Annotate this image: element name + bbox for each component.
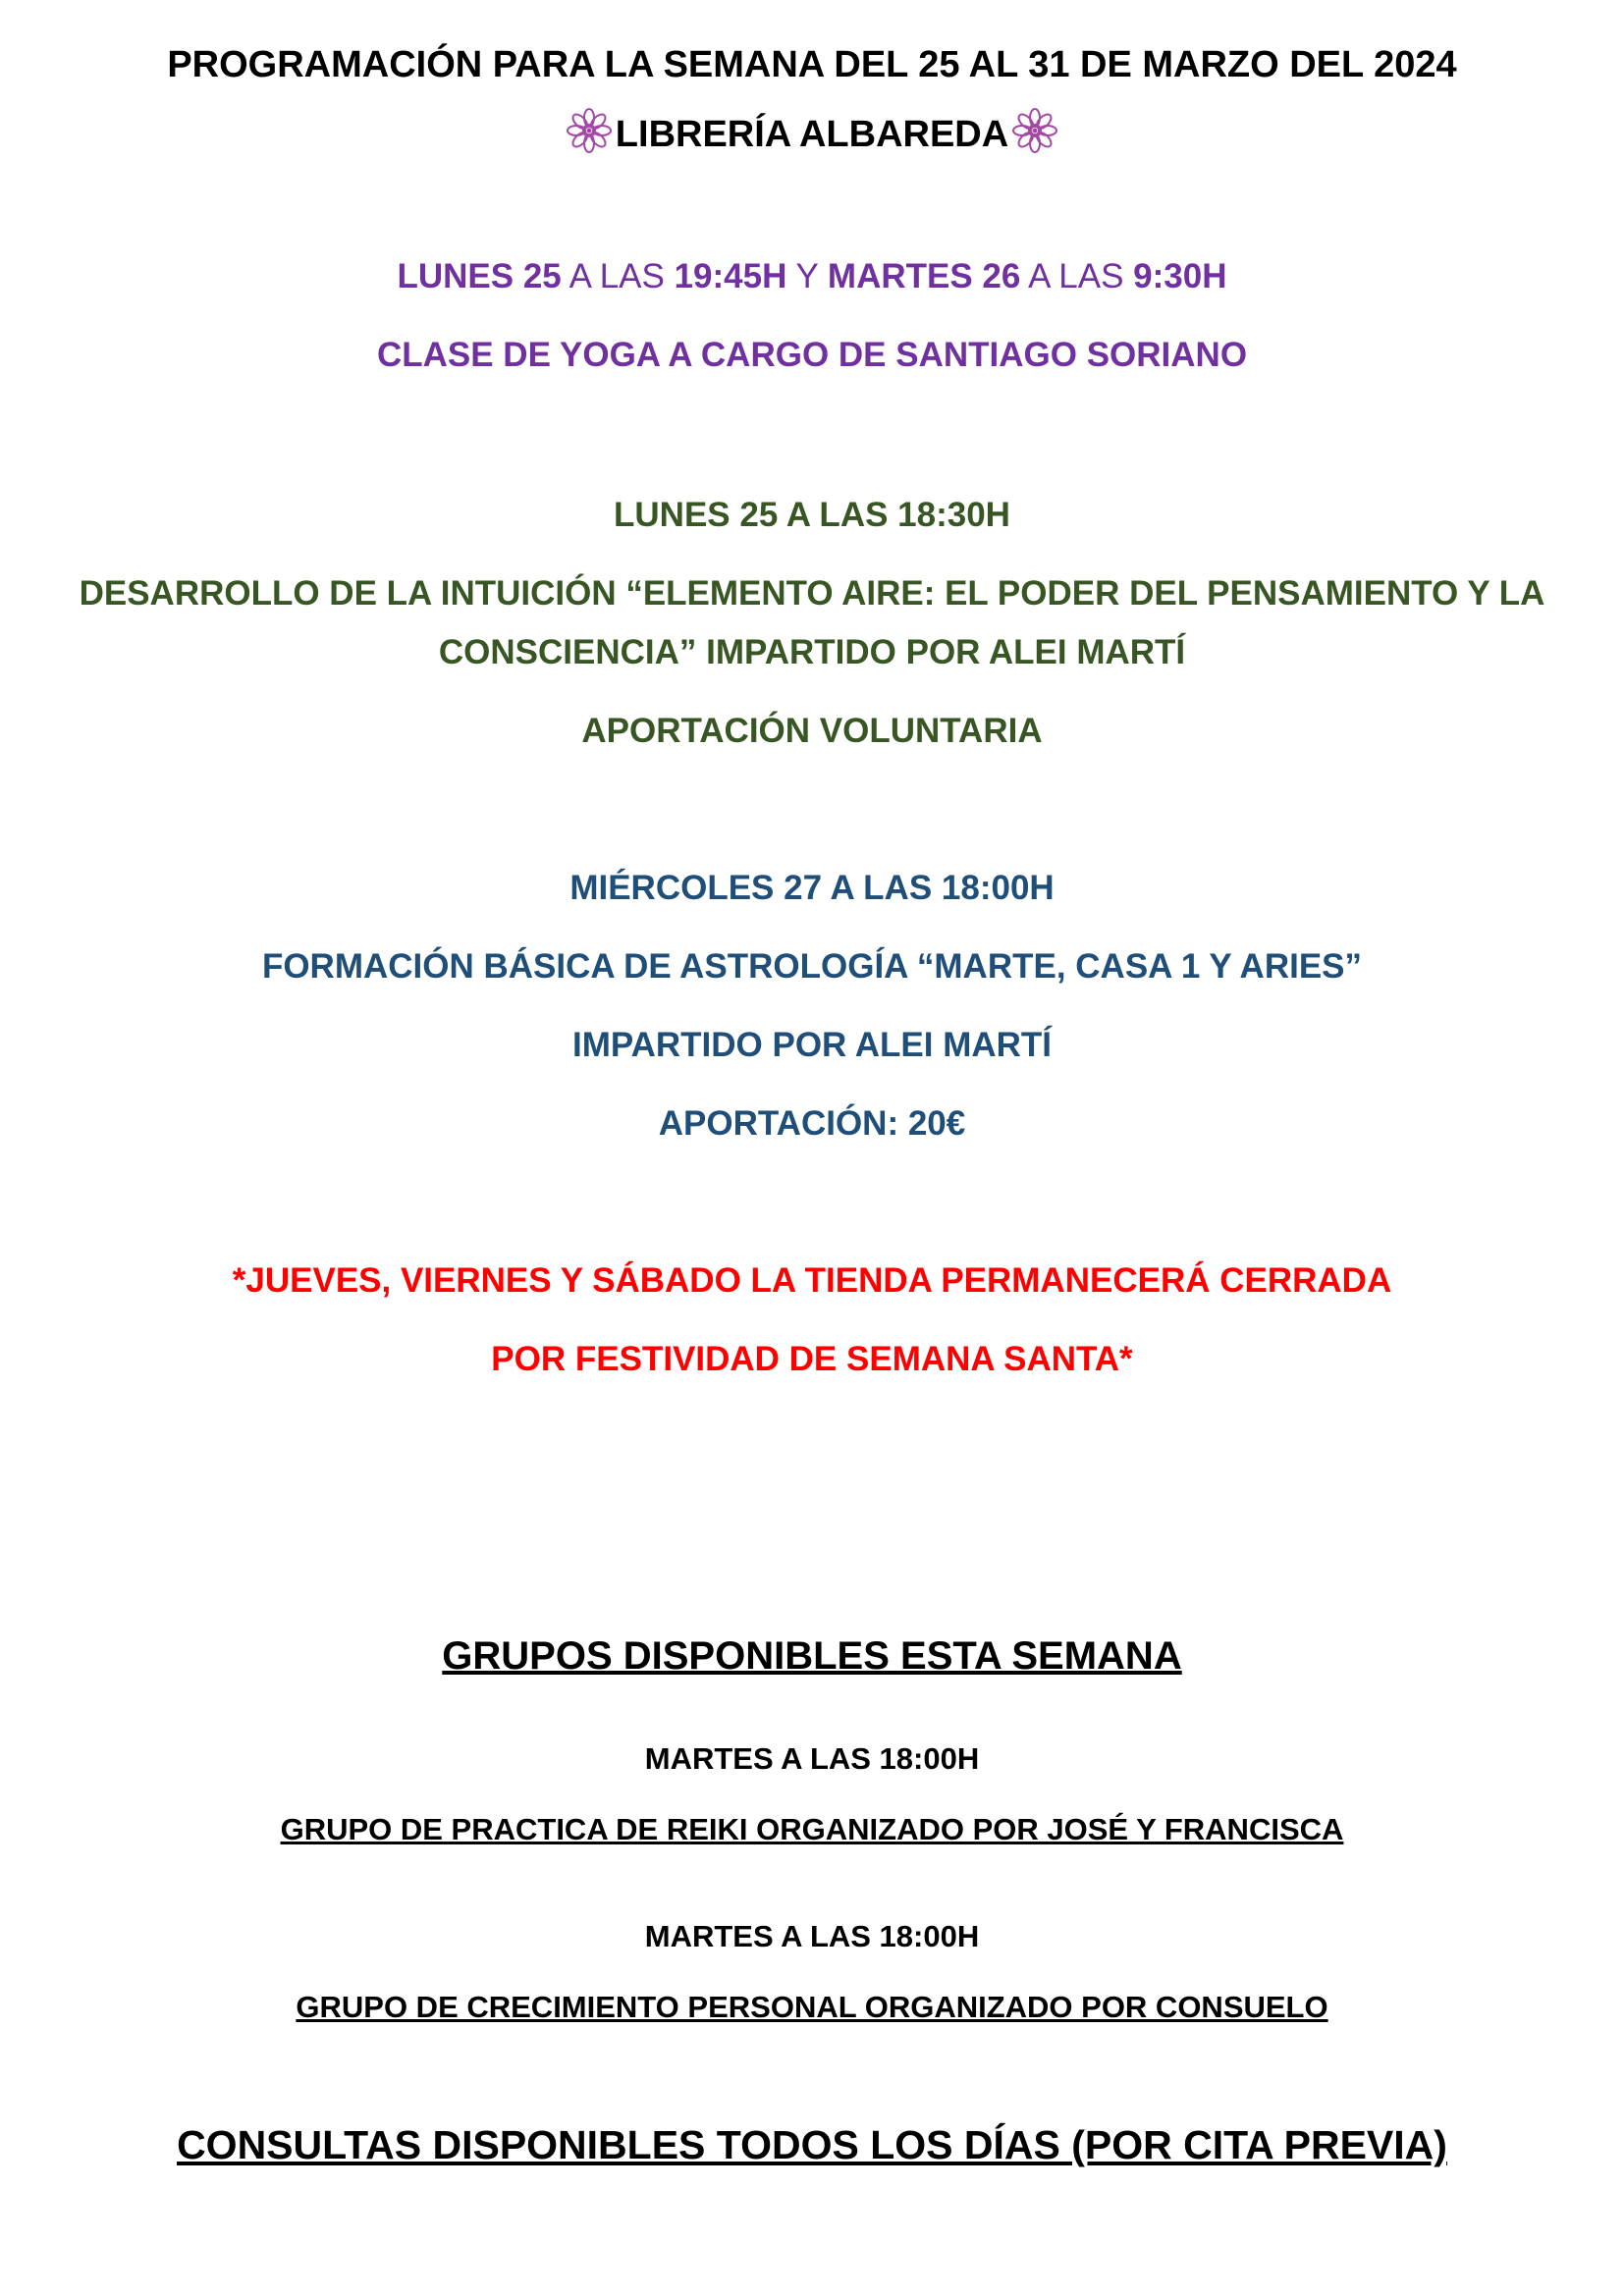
- intuition-title-line2: CONSCIENCIA” IMPARTIDO POR ALEI MARTÍ: [438, 633, 1186, 671]
- astrology-by: IMPARTIDO POR ALEI MARTÍ: [571, 1026, 1053, 1064]
- closure-notice-line1: *JUEVES, VIERNES Y SÁBADO LA TIENDA PERMANECERÁ CERRADA: [232, 1261, 1392, 1300]
- page-title: PROGRAMACIÓN PARA LA SEMANA DEL 25 AL 31 DE MARZO DEL 2024: [167, 44, 1457, 85]
- mandala-icon: [565, 106, 614, 155]
- yoga-time2: 9:30H: [1133, 257, 1227, 295]
- yoga-day2: MARTES 26: [827, 257, 1021, 295]
- yoga-day1: LUNES 25: [397, 257, 562, 295]
- yoga-title: CLASE DE YOGA A CARGO DE SANTIAGO SORIANO: [376, 336, 1248, 374]
- group-1-title: [0, 1812, 1624, 1847]
- store-name-line: [0, 106, 1624, 156]
- intuition-price: APORTACIÓN VOLUNTARIA: [581, 712, 1043, 750]
- intuition-when: LUNES 25 A LAS 18:30H: [614, 496, 1010, 534]
- closure-notice-line2: POR FESTIVIDAD DE SEMANA SANTA*: [491, 1340, 1133, 1378]
- intuition-title-line1: DESARROLLO DE LA INTUICIÓN “ELEMENTO AIRE: EL PODER DEL PENSAMIENTO Y LA: [79, 574, 1545, 613]
- yoga-conj: Y: [786, 257, 828, 295]
- consultations-text: CONSULTAS DISPONIBLES TODOS LOS DÍAS (POR CITA PREVIA): [177, 2122, 1447, 2167]
- group-2-title-text: GRUPO DE CRECIMIENTO PERSONAL ORGANIZADO POR CONSUELO: [296, 1990, 1328, 2024]
- group-1-title-text: GRUPO DE PRACTICA DE REIKI ORGANIZADO POR JOSÉ Y FRANCISCA: [280, 1812, 1344, 1846]
- groups-heading-text: GRUPOS DISPONIBLES ESTA SEMANA: [442, 1634, 1182, 1678]
- group-2-when: MARTES A LAS 18:00H: [644, 1919, 980, 1953]
- yoga-time1: 19:45H: [674, 257, 787, 295]
- groups-heading: [0, 1634, 1624, 1679]
- astrology-price: APORTACIÓN: 20€: [658, 1104, 966, 1143]
- group-1-when: MARTES A LAS 18:00H: [644, 1741, 980, 1776]
- group-2-title: [0, 1990, 1624, 2025]
- yoga-sep2: A LAS: [1020, 257, 1134, 295]
- astrology-title: FORMACIÓN BÁSICA DE ASTROLOGÍA “MARTE, CASA 1 Y ARIES”: [261, 947, 1363, 986]
- consultations-line: [0, 2122, 1624, 2168]
- mandala-icon: [1010, 106, 1059, 155]
- yoga-schedule: [0, 257, 1624, 296]
- yoga-sep1: A LAS: [561, 257, 675, 295]
- store-name: LIBRERÍA ALBAREDA: [615, 114, 1009, 155]
- astrology-when: MIÉRCOLES 27 A LAS 18:00H: [569, 869, 1055, 907]
